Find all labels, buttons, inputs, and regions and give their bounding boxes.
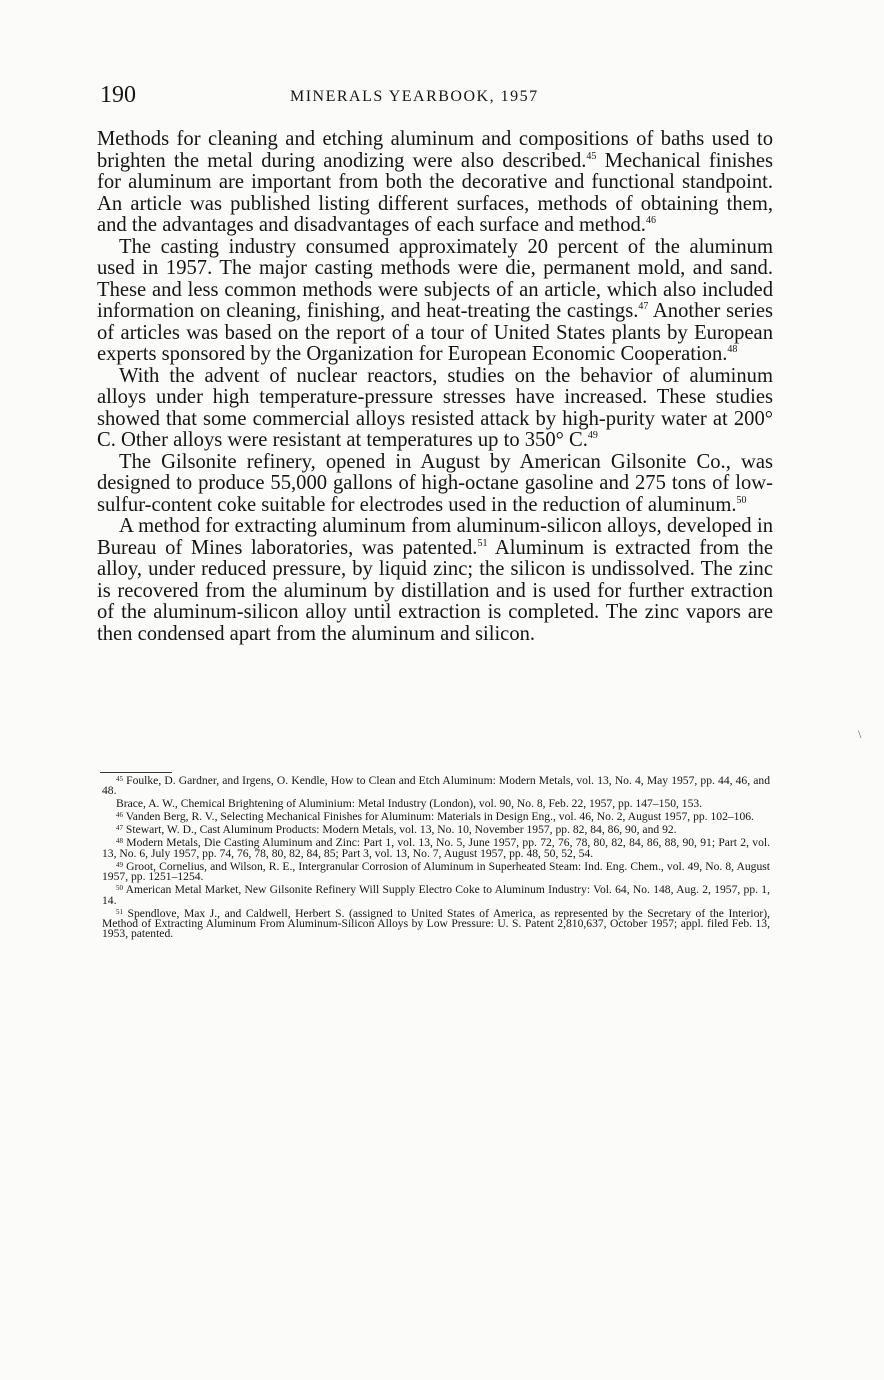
paragraph-anodizing: Methods for cleaning and etching aluminum and compositions of baths used to brighten the metal during anodizing were also described.$^{45}$ Mechanical finishes for aluminum are important from both the decorative and functional standpoint. An article was published listing different surfaces, methods of obtaining them, and the advantages and disadvantages of each surface and method.$^{46}$	[97, 128, 773, 236]
footnote-46: $^{46}$ Vanden Berg, R. V., Selecting Mechanical Finishes for Aluminum: Materials in Design Eng., vol. 46, No. 2, August 1957, pp. 102–106.	[116, 810, 754, 824]
paragraph-casting: The casting industry consumed approximately 20 percent of the aluminum used in 1957. The major casting methods were die, permanent mold, and sand. These and less common methods were subjects of an article, which also included information on cleaning, finishing, and heat-treating the castings.$^{47}$ Another series of articles was based on the report of a tour of United States plants by European experts sponsored by the Organization for European Economic Cooperation.$^{48}$	[97, 235, 773, 365]
scan-speck: \	[858, 727, 862, 741]
paragraph-extraction: A method for extracting aluminum from aluminum-silicon alloys, developed in Bureau of Mines laboratories, was patented.$^{51}$ Aluminum is extracted from the alloy, under reduced pressure, by liquid zinc; the silicon is undissolved. The zinc is recovered from the aluminum by distillation and is used for further extraction of the aluminum-silicon alloy until extraction is completed. The zinc vapors are then condensed apart from the aluminum and silicon.	[97, 515, 773, 645]
body-text	[97, 129, 773, 645]
page-number: 190	[100, 82, 136, 108]
page-header	[100, 80, 772, 112]
footnote-rule	[100, 772, 172, 773]
footnote-47: $^{47}$ Stewart, W. D., Cast Aluminum Products: Modern Metals, vol. 13, No. 10, November 1957, pp. 82, 84, 86, 90, and 92.	[116, 823, 677, 837]
footnote-ref-49: 49	[587, 430, 598, 441]
footnote-ref-51: 51	[477, 537, 488, 549]
footnote-49: $^{49}$ Groot, Cornelius, and Wilson, R. E., Intergranular Corrosion of Aluminum in Superheated Steam: Ind. Eng. Chem., vol. 49, No. 8, August 1957, pp. 1251–1254.	[102, 859, 770, 884]
footnote-ref-45: 45	[586, 150, 597, 162]
footnote-45: $^{45}$ Foulke, D. Gardner, and Irgens, O. Kendle, How to Clean and Etch Aluminum: Modern Metals, vol. 13, No. 4, May 1957, pp. 44, 46, and 48.	[102, 774, 770, 798]
footnote-51: $^{51}$ Spendlove, Max J., and Caldwell, Herbert S. (assigned to United States of America, as represented by the Secretary of the Interior), Method of Extracting Aluminum From Aluminum-Silicon Alloys by Low Pressure: U. S. Patent 2,810,637, October 1957; appl. filed Feb. 13, 1953, patented.	[102, 906, 770, 941]
footnote-45-continued: Brace, A. W., Chemical Brightening of Aluminium: Metal Industry (London), vol. 90, No. 8, Feb. 22, 1957, pp. 147–150, 153.	[116, 797, 703, 811]
footnote-ref-48: 48	[727, 344, 738, 355]
footnote-ref-47: 47	[638, 301, 649, 312]
paragraph-gilsonite: The Gilsonite refinery, opened in August by American Gilsonite Co., was designed to produce 55,000 gallons of high-octane gasoline and 275 tons of low-sulfur-content coke suitable for electrodes used in the reduction of aluminum.$^{50}$	[97, 450, 773, 516]
running-title: MINERALS YEARBOOK, 1957	[290, 88, 539, 105]
footnote-ref-46: 46	[645, 215, 656, 226]
paragraph-nuclear: With the advent of nuclear reactors, studies on the behavior of aluminum alloys under high temperature-pressure stresses have increased. These studies showed that some commercial alloys resisted attack by high-purity water at 200° C. Other alloys were resistant at temperatures up to 350° C.$^{49}$	[97, 364, 773, 451]
footnote-50: $^{50}$ American Metal Market, New Gilsonite Refinery Will Supply Electro Coke to Aluminum Industry: Vol. 64, No. 148, Aug. 2, 1957, pp. 1, 14.	[102, 883, 770, 907]
footnote-ref-50: 50	[736, 494, 747, 506]
footnotes	[102, 776, 770, 942]
footnote-48: $^{48}$ Modern Metals, Die Casting Aluminum and Zinc: Part 1, vol. 13, No. 5, June 1957, pp. 72, 76, 78, 80, 82, 84, 86, 88, 90, 91; Part 2, vol. 13, No. 6, July 1957, pp. 74, 76, 78, 80, 82, 84, 85; Part 3, vol. 13, No. 7, August 1957, pp. 48, 50, 52, 54.	[102, 836, 770, 860]
